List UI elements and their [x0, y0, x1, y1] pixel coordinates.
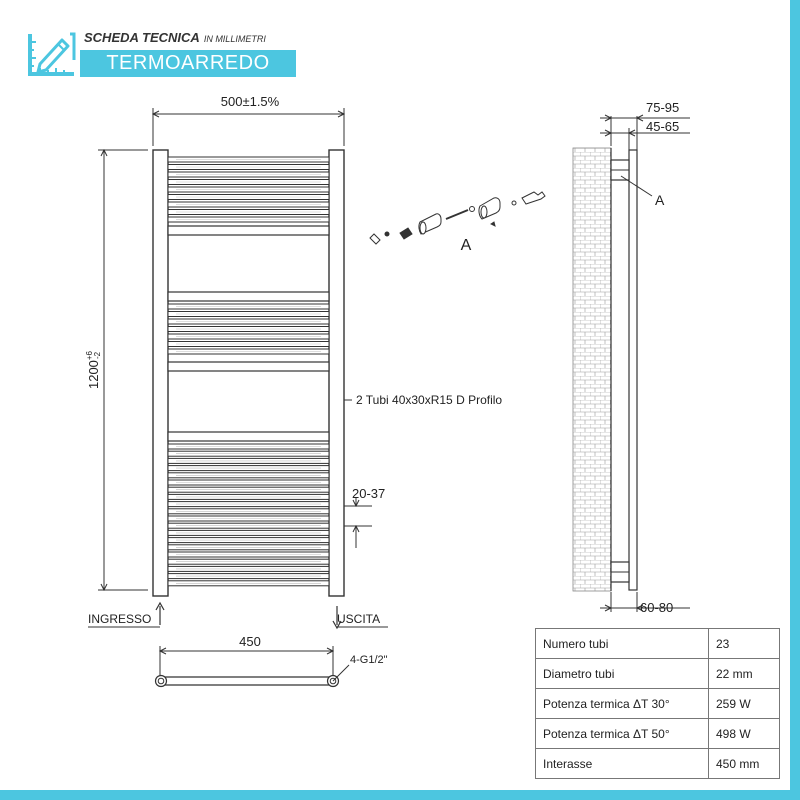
inlet-connection: [156, 676, 167, 687]
tube-group-top: [168, 157, 329, 222]
spec-value: 259 W: [709, 689, 780, 719]
right-collector: [329, 150, 344, 596]
profile-bar-1: [168, 292, 329, 301]
radiator-side-profile: [629, 150, 637, 590]
profile-bar-3: [168, 432, 329, 441]
spec-label: Diametro tubi: [536, 659, 709, 689]
dim-75-95: 75-95: [646, 100, 680, 115]
spec-value: 23: [709, 629, 780, 659]
specs-table: [535, 628, 780, 779]
spec-label: Potenza termica ΔT 30°: [536, 689, 709, 719]
sheet-title: SCHEDA TECNICA IN MILLIMETRI: [84, 30, 266, 45]
width-label: 500±1.5%: [220, 94, 280, 109]
bracket-bolt: [446, 210, 468, 219]
profile-bar-2: [168, 362, 329, 371]
bracket-detail-exploded: [370, 192, 545, 244]
interaxis-label: 450: [239, 634, 261, 649]
bracket-nut: [400, 228, 412, 239]
spec-row: [536, 689, 780, 719]
inlet-label: INGRESSO: [88, 612, 152, 626]
dim-60-80: 60-80: [640, 600, 674, 615]
bracket-detail-label: A: [460, 237, 472, 254]
bottom-view: [156, 646, 350, 687]
product-banner: TERMOARREDO: [80, 50, 296, 77]
wall-anchor: [522, 192, 545, 204]
side-view: [600, 115, 690, 612]
bracket-screw-cap: [370, 234, 380, 244]
left-collector: [153, 150, 168, 596]
height-value: 1200: [86, 360, 101, 390]
spacing-label: 20-37: [352, 486, 386, 501]
side-detail-label: A: [655, 192, 665, 208]
tube-group-middle: [168, 304, 329, 354]
height-tol-minus: -2: [93, 351, 102, 359]
units-note: IN MILLIMETRI: [203, 34, 266, 44]
height-tol-plus: +6: [85, 350, 94, 361]
profile-label: 2 Tubi 40x30xR15 D Profilo: [356, 393, 503, 407]
spec-label: Potenza termica ΔT 50°: [536, 719, 709, 749]
spec-label: Numero tubi: [536, 629, 709, 659]
spec-value: 450 mm: [709, 749, 780, 779]
spec-row: [536, 659, 780, 689]
dim-45-65: 45-65: [646, 119, 680, 134]
connection-leader: [333, 665, 349, 681]
spec-row: [536, 719, 780, 749]
connection-label: 4-G1/2": [350, 654, 388, 666]
wall-section: [573, 148, 611, 591]
tube-group-bottom: [168, 444, 329, 586]
height-label-group: [85, 350, 102, 389]
spec-row: [536, 629, 780, 659]
spec-value: 22 mm: [709, 659, 780, 689]
spec-value: 498 W: [709, 719, 780, 749]
profile-bar-top: [168, 226, 329, 235]
radiator-front-view: [153, 150, 344, 628]
bottom-collector: [158, 677, 336, 685]
spec-label: Interasse: [536, 749, 709, 779]
outlet-label: USCITA: [337, 612, 381, 626]
spec-row: [536, 749, 780, 779]
height-label: [85, 350, 102, 389]
